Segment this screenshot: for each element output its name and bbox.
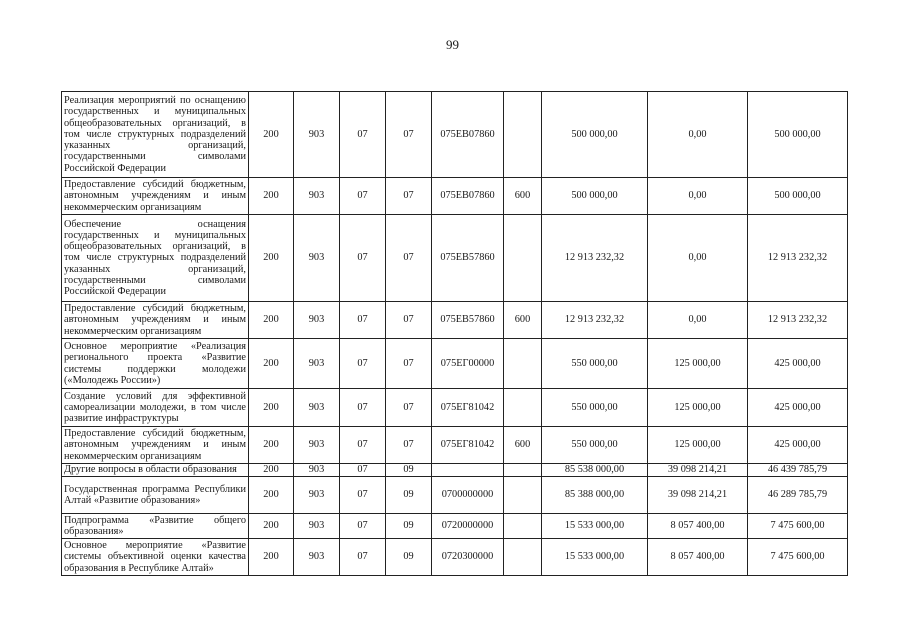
cell-subsection: 07 [386, 339, 432, 389]
cell-expense-type: 600 [504, 302, 542, 339]
row-name: Государственная программа Республики Алтай «Развитие образования» [62, 477, 249, 514]
cell-section: 07 [340, 339, 386, 389]
row-name: Реализация мероприятий по оснащению государственных и муниципальных общеобразовательных организаций, в том числе структурных подразделений указанных организаций, государственными символами Российской Федерации [62, 92, 249, 178]
page-number: 99 [446, 37, 459, 52]
cell-grbs-code: 903 [294, 339, 340, 389]
cell-amount-federal: 39 098 214,21 [648, 477, 748, 514]
cell-amount-regional: 7 475 600,00 [748, 539, 848, 576]
cell-amount-federal: 0,00 [648, 92, 748, 178]
cell-target-article: 075EГ81042 [432, 389, 504, 427]
cell-amount-regional: 12 913 232,32 [748, 302, 848, 339]
cell-grbs-code: 903 [294, 464, 340, 477]
budget-table [61, 91, 848, 576]
cell-section: 07 [340, 302, 386, 339]
cell-target-article: 075EВ07860 [432, 92, 504, 178]
cell-expense-type: 600 [504, 427, 542, 464]
cell-amount-total: 550 000,00 [542, 389, 648, 427]
cell-admin-code: 200 [249, 464, 294, 477]
cell-amount-federal: 125 000,00 [648, 389, 748, 427]
cell-amount-total: 12 913 232,32 [542, 215, 648, 302]
cell-subsection: 07 [386, 215, 432, 302]
cell-amount-total: 12 913 232,32 [542, 302, 648, 339]
cell-expense-type [504, 539, 542, 576]
cell-admin-code: 200 [249, 339, 294, 389]
cell-target-article: 075EГ81042 [432, 427, 504, 464]
table-row [62, 514, 848, 539]
cell-grbs-code: 903 [294, 92, 340, 178]
cell-expense-type [504, 477, 542, 514]
cell-grbs-code: 903 [294, 477, 340, 514]
cell-amount-regional: 425 000,00 [748, 339, 848, 389]
cell-amount-regional: 46 289 785,79 [748, 477, 848, 514]
cell-amount-federal: 125 000,00 [648, 339, 748, 389]
table-row [62, 427, 848, 464]
cell-expense-type [504, 92, 542, 178]
row-name: Основное мероприятие «Развитие системы объективной оценки качества образования в Республике Алтай» [62, 539, 249, 576]
cell-admin-code: 200 [249, 514, 294, 539]
cell-expense-type [504, 215, 542, 302]
cell-grbs-code: 903 [294, 389, 340, 427]
cell-expense-type [504, 339, 542, 389]
cell-amount-regional: 7 475 600,00 [748, 514, 848, 539]
cell-amount-federal: 0,00 [648, 302, 748, 339]
cell-section: 07 [340, 477, 386, 514]
cell-subsection: 07 [386, 302, 432, 339]
cell-amount-federal: 0,00 [648, 178, 748, 215]
cell-admin-code: 200 [249, 302, 294, 339]
table-row [62, 389, 848, 427]
cell-target-article [432, 464, 504, 477]
cell-amount-federal: 8 057 400,00 [648, 539, 748, 576]
cell-amount-regional: 425 000,00 [748, 389, 848, 427]
cell-subsection: 09 [386, 477, 432, 514]
cell-admin-code: 200 [249, 389, 294, 427]
cell-amount-total: 15 533 000,00 [542, 539, 648, 576]
table-row [62, 464, 848, 477]
cell-amount-total: 500 000,00 [542, 92, 648, 178]
cell-section: 07 [340, 92, 386, 178]
cell-amount-regional: 12 913 232,32 [748, 215, 848, 302]
cell-subsection: 09 [386, 464, 432, 477]
cell-grbs-code: 903 [294, 178, 340, 215]
cell-section: 07 [340, 539, 386, 576]
cell-admin-code: 200 [249, 178, 294, 215]
cell-subsection: 07 [386, 389, 432, 427]
cell-subsection: 09 [386, 539, 432, 576]
cell-target-article: 075EВ57860 [432, 302, 504, 339]
row-name: Создание условий для эффективной самореализации молодежи, в том числе развитие инфраструктуры [62, 389, 249, 427]
cell-grbs-code: 903 [294, 539, 340, 576]
cell-expense-type: 600 [504, 178, 542, 215]
table-row [62, 215, 848, 302]
cell-target-article: 0720300000 [432, 539, 504, 576]
cell-amount-federal: 8 057 400,00 [648, 514, 748, 539]
cell-amount-regional: 500 000,00 [748, 92, 848, 178]
cell-amount-total: 15 533 000,00 [542, 514, 648, 539]
cell-grbs-code: 903 [294, 302, 340, 339]
row-name: Предоставление субсидий бюджетным, автономным учреждениям и иным некоммерческим организациям [62, 302, 249, 339]
cell-grbs-code: 903 [294, 427, 340, 464]
cell-amount-regional: 46 439 785,79 [748, 464, 848, 477]
cell-subsection: 07 [386, 92, 432, 178]
cell-expense-type [504, 389, 542, 427]
table-row [62, 539, 848, 576]
cell-grbs-code: 903 [294, 514, 340, 539]
cell-amount-regional: 425 000,00 [748, 427, 848, 464]
table-row [62, 178, 848, 215]
cell-target-article: 075EВ07860 [432, 178, 504, 215]
table-row [62, 339, 848, 389]
cell-target-article: 0720000000 [432, 514, 504, 539]
cell-admin-code: 200 [249, 477, 294, 514]
cell-admin-code: 200 [249, 215, 294, 302]
cell-subsection: 09 [386, 514, 432, 539]
cell-target-article: 0700000000 [432, 477, 504, 514]
cell-target-article: 075EГ00000 [432, 339, 504, 389]
row-name: Основное мероприятие «Реализация регионального проекта «Развитие системы поддержки молодежи («Молодежь России») [62, 339, 249, 389]
cell-admin-code: 200 [249, 427, 294, 464]
cell-amount-federal: 125 000,00 [648, 427, 748, 464]
cell-section: 07 [340, 427, 386, 464]
row-name: Обеспечение оснащения государственных и муниципальных общеобразовательных организаций, в том числе структурных подразделений указанных организаций, государственными символами Российской Федерации [62, 215, 249, 302]
cell-admin-code: 200 [249, 92, 294, 178]
cell-section: 07 [340, 514, 386, 539]
cell-section: 07 [340, 464, 386, 477]
cell-amount-federal: 0,00 [648, 215, 748, 302]
table-row [62, 477, 848, 514]
cell-amount-regional: 500 000,00 [748, 178, 848, 215]
cell-expense-type [504, 514, 542, 539]
cell-amount-total: 85 538 000,00 [542, 464, 648, 477]
cell-target-article: 075EВ57860 [432, 215, 504, 302]
row-name: Предоставление субсидий бюджетным, автономным учреждениям и иным некоммерческим организациям [62, 178, 249, 215]
cell-amount-total: 550 000,00 [542, 427, 648, 464]
row-name: Предоставление субсидий бюджетным, автономным учреждениям и иным некоммерческим организациям [62, 427, 249, 464]
cell-section: 07 [340, 215, 386, 302]
cell-amount-total: 500 000,00 [542, 178, 648, 215]
cell-admin-code: 200 [249, 539, 294, 576]
cell-subsection: 07 [386, 178, 432, 215]
cell-amount-federal: 39 098 214,21 [648, 464, 748, 477]
cell-grbs-code: 903 [294, 215, 340, 302]
cell-section: 07 [340, 178, 386, 215]
row-name: Подпрограмма «Развитие общего образования» [62, 514, 249, 539]
cell-expense-type [504, 464, 542, 477]
cell-subsection: 07 [386, 427, 432, 464]
cell-amount-total: 85 388 000,00 [542, 477, 648, 514]
table-row [62, 92, 848, 178]
cell-amount-total: 550 000,00 [542, 339, 648, 389]
row-name: Другие вопросы в области образования [62, 464, 249, 477]
table-row [62, 302, 848, 339]
cell-section: 07 [340, 389, 386, 427]
